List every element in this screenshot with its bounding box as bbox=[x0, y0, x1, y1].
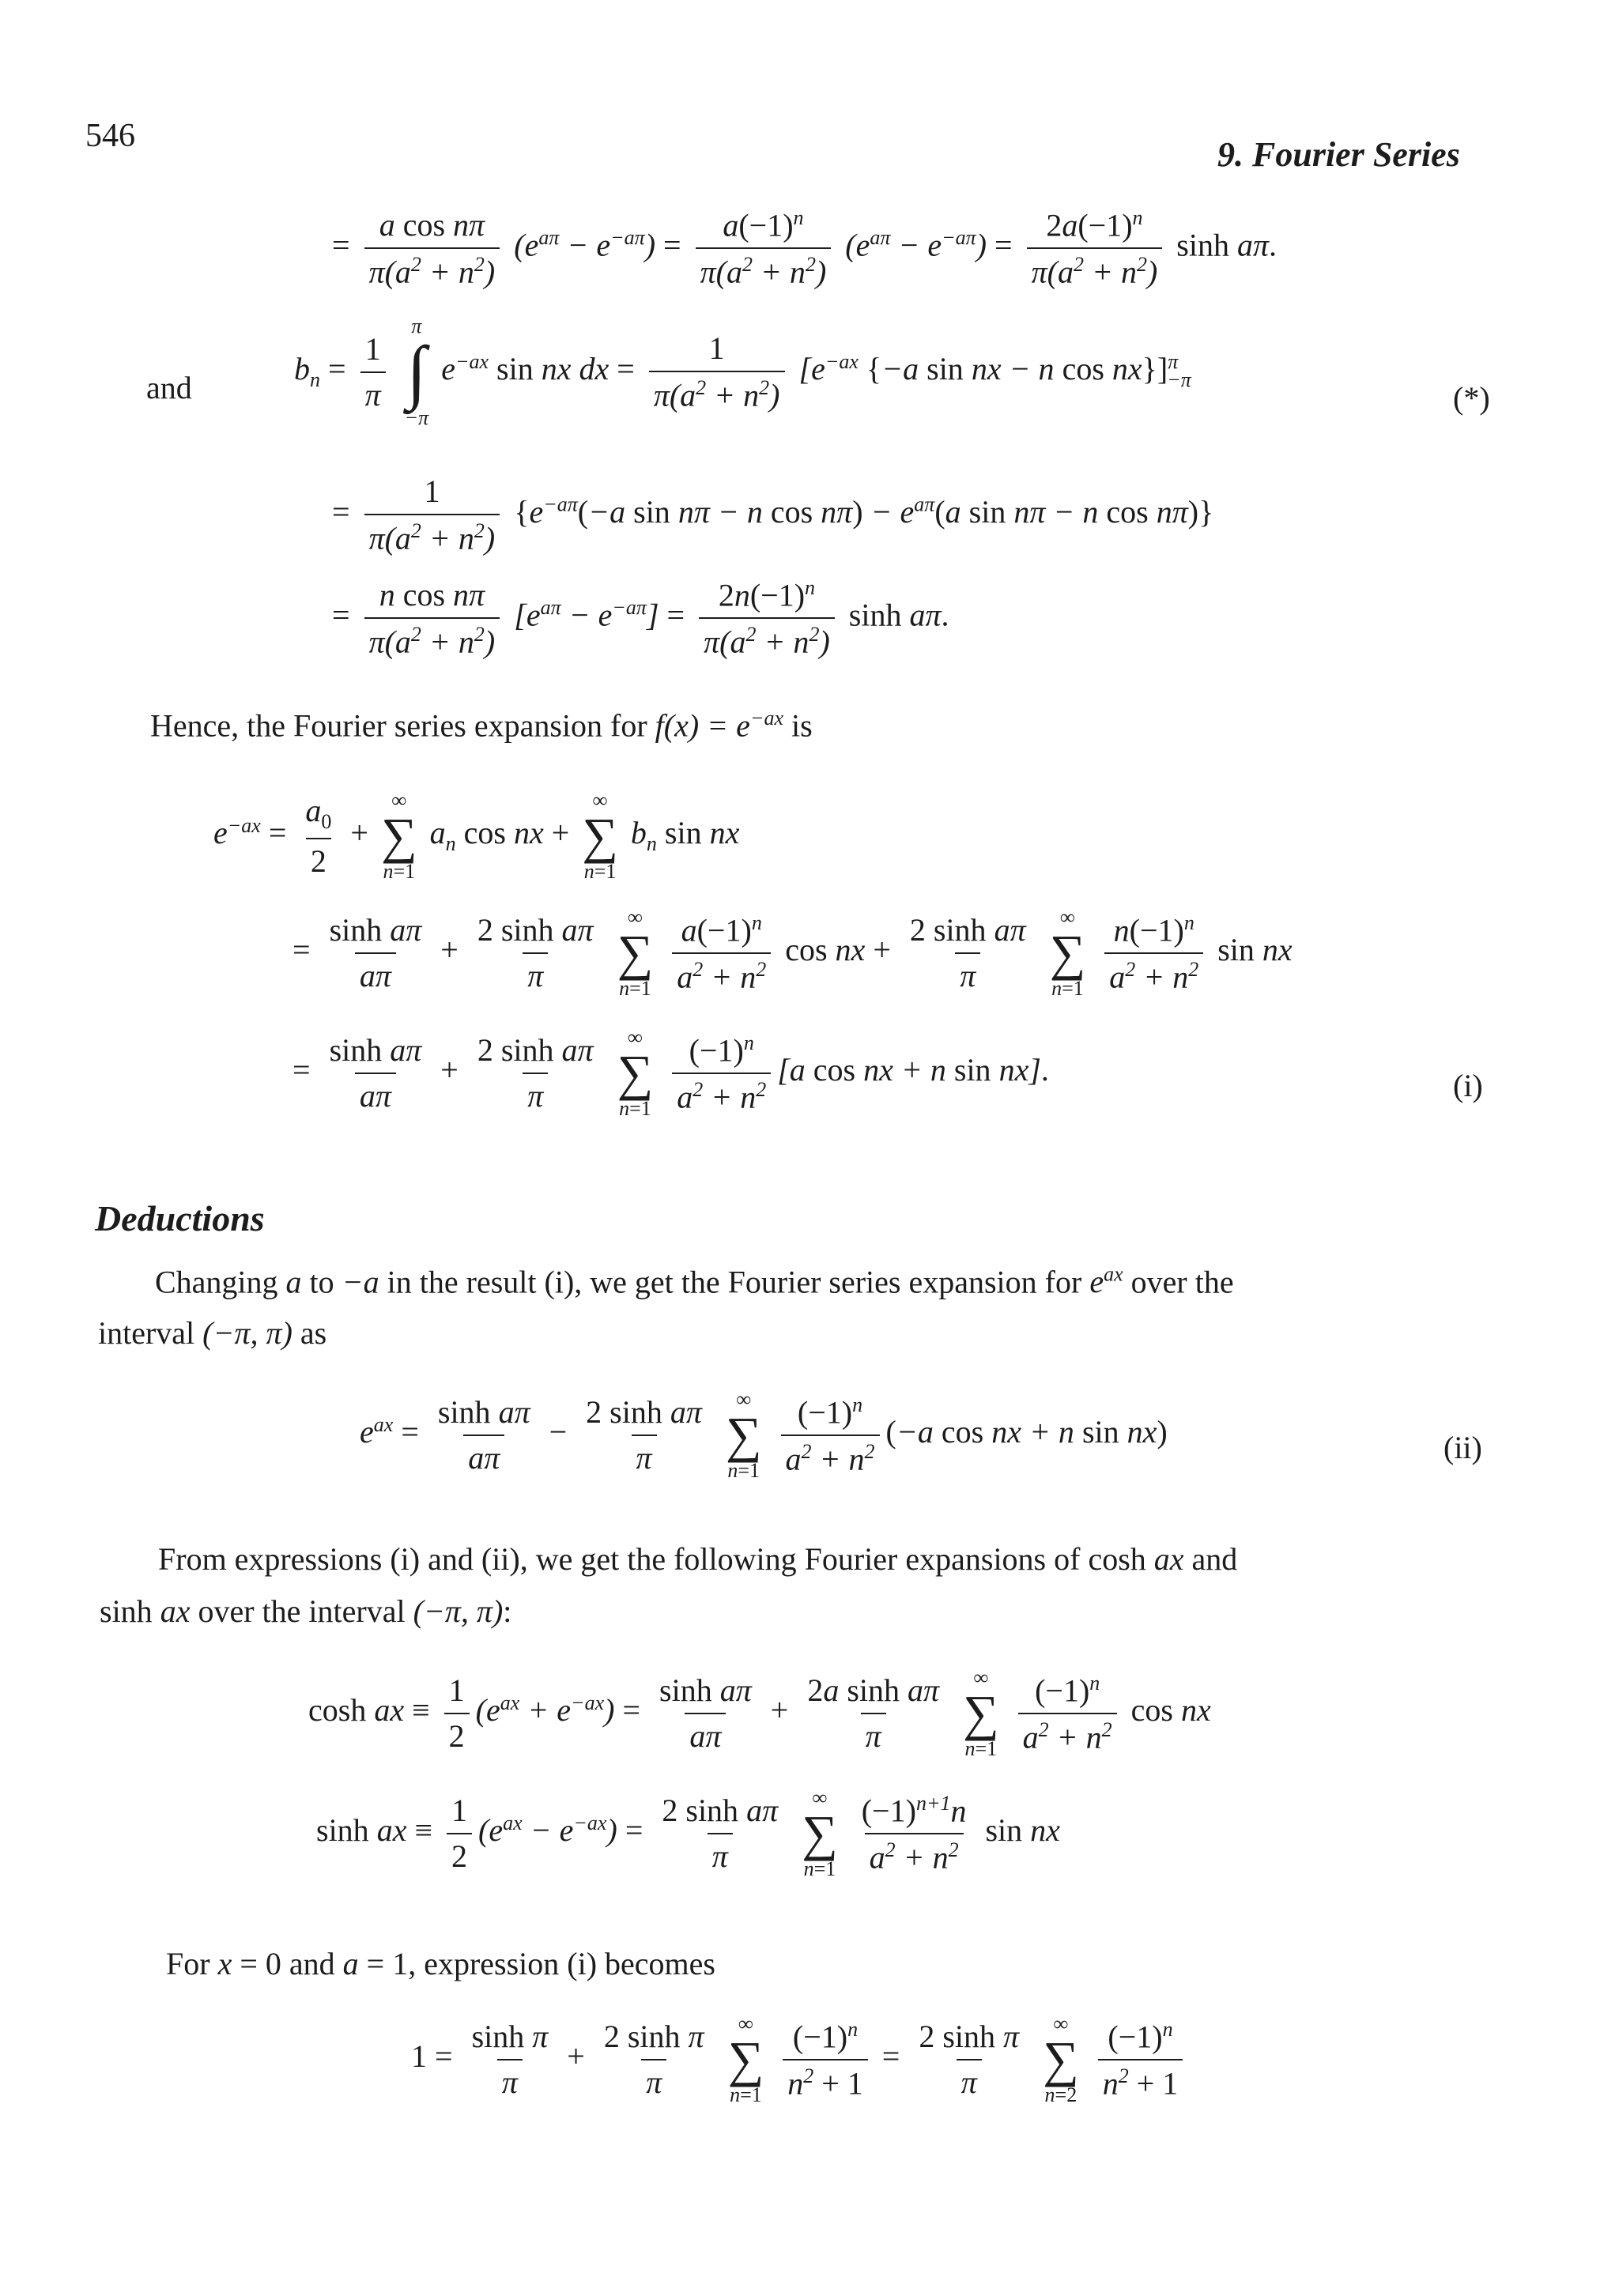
and-label: and bbox=[146, 370, 192, 405]
eq-sinh: sinh ax ≡ $\frac{1}{2}$ $(e^{ax} - e^{-ax})$ = $\frac{\text{2 sinh aπ}}{\pi}$ ∞ ∑ n=1 $\frac{(-1)^{n+1}n}{a^2 + n^2}$ sin nx bbox=[316, 1786, 1060, 1880]
hence-sentence bbox=[150, 707, 813, 744]
eq-tag-i: (i) bbox=[1453, 1068, 1483, 1103]
changing-sentence: Changing a to −a in the result (i), we get the Fourier series expansion for $e^{ax}$ over the bbox=[155, 1263, 1234, 1300]
interval-as: as bbox=[300, 1315, 327, 1351]
eq-expansion-3: = $\frac{\text{sinh aπ}}{a\pi}$ + $\frac{\text{2 sinh aπ}}{\pi}$ ∞ ∑ n=1 $\frac{(-1)^n}{a^2 + n^2}$ [a cos nx + n sin nx]. bbox=[292, 1026, 1049, 1120]
from-expressions-line1: From expressions (i) and (ii), we get the following Fourier expansions of cosh ax and bbox=[158, 1541, 1238, 1577]
eq-tag-ii: (ii) bbox=[1444, 1430, 1482, 1465]
running-title: 9. Fourier Series bbox=[1217, 135, 1460, 174]
hence-fx: f(x) = e bbox=[655, 707, 750, 744]
from-expr-text: From expressions (i) and (ii), we get the following Fourier expansions of bbox=[158, 1541, 1081, 1577]
eq-expansion-2: = $\frac{\text{sinh aπ}}{a\pi}$ + $\frac{\text{2 sinh aπ}}{\pi}$ ∞ ∑ n=1 $\frac{a(-1)^n}{a^2 + n^2}$ cos nx + $\frac{\text{2 sinh aπ}}{\pi}$ ∞ ∑ n=1 $\frac{n(-1)^n}{a^2 + n^2}$ sin nx bbox=[292, 906, 1293, 1000]
hence-is: is bbox=[791, 707, 813, 744]
changing-text-4: over the bbox=[1130, 1264, 1234, 1300]
hence-exp: −ax bbox=[749, 707, 784, 730]
from-expressions-line2: sinh ax over the interval (−π, π): bbox=[100, 1593, 512, 1629]
eq-bn-integral: $b_n$ = $\frac{1}{\pi}$ π ∫ −π $e^{-ax}$ sin nx dx = $\frac{1}{\pi(a^2 + n^2)}$ [$e^{-ax}$ {−a sin nx − n cos nx}]$^\pi_{-\pi}$ bbox=[294, 315, 1191, 429]
for-x-text: For bbox=[166, 1946, 210, 1981]
changing-text-2: to bbox=[309, 1264, 334, 1300]
eq-final: 1 = $\frac{\text{sinh π}}{\pi}$ + $\frac{\text{2 sinh π}}{\pi}$ ∞ ∑ n=1 $\frac{(-1)^n}{n^2 + 1}$ = $\frac{\text{2 sinh π}}{\pi}$ ∞ ∑ n=2 $\frac{(-1)^n}{n^2 + 1}$ bbox=[411, 2014, 1189, 2106]
deductions-heading: Deductions bbox=[95, 1198, 265, 1238]
hence-text: Hence, the Fourier series expansion for bbox=[150, 707, 647, 744]
eq-an-result: = $\frac{\text{a cos nπ}}{\pi(a^2 + n^2)}$ $(e^{a\pi} - e^{-a\pi})$ = $\frac{a(-1)^n}{\pi(a^2 + n^2)}$ $(e^{a\pi} - e^{-a\pi})$ = $\frac{2a(-1)^n}{\pi(a^2 + n^2)}$ sinh aπ. bbox=[332, 206, 1277, 290]
eq-expansion-1: $e^{-ax}$ = $\frac{a_0}{2}$ + ∞ ∑ n=1 $a_n$ cos nx + ∞ ∑ n=1 $b_n$ sin nx bbox=[213, 789, 740, 883]
for-x-rest: expression (i) becomes bbox=[424, 1946, 715, 1981]
changing-text-3: in the result (i), we get the Fourier series expansion for bbox=[387, 1264, 1082, 1300]
eq-eax: $e^{ax}$ = $\frac{\text{sinh aπ}}{a\pi}$ − $\frac{\text{2 sinh aπ}}{\pi}$ ∞ ∑ n=1 $\frac{(-1)^n}{a^2 + n^2}$ (−a cos nx + n sin nx) bbox=[360, 1388, 1168, 1482]
from-expr-and: and bbox=[1191, 1541, 1238, 1577]
page-number: 546 bbox=[85, 118, 135, 154]
for-x-line: For x = 0 and a = 1, expression (i) becomes bbox=[166, 1946, 715, 1981]
eq-tag-star: (*) bbox=[1453, 380, 1490, 416]
eq-bn-result: = $\frac{\text{n cos nπ}}{\pi(a^2 + n^2)}$ $[e^{a\pi} - e^{-a\pi}]$ = $\frac{2n(-1)^n}{\pi(a^2 + n^2)}$ sinh aπ. bbox=[332, 576, 949, 660]
changing-text-1: Changing bbox=[155, 1264, 278, 1300]
interval-text: interval bbox=[98, 1315, 195, 1351]
interval-line: interval (−π, π) as bbox=[98, 1315, 327, 1351]
from-expr-cosh: cosh bbox=[1088, 1541, 1146, 1577]
eq-cosh: cosh ax ≡ $\frac{1}{2}$ $(e^{ax} + e^{-ax})$ = $\frac{\text{sinh aπ}}{a\pi}$ + $\frac{\text{2a sinh aπ}}{\pi}$ ∞ ∑ n=1 $\frac{(-1)^n}{a^2 + n^2}$ cos nx bbox=[308, 1666, 1211, 1760]
eq-bn-step2: = $\frac{1}{\pi(a^2 + n^2)}$ {$e^{-a\pi}(-a$ sin nπ − n $\cos n\pi) - e^{a\pi}(a$ sin nπ − n cos nπ)} bbox=[332, 473, 1214, 556]
sinh-over-text: over the interval bbox=[198, 1593, 406, 1629]
